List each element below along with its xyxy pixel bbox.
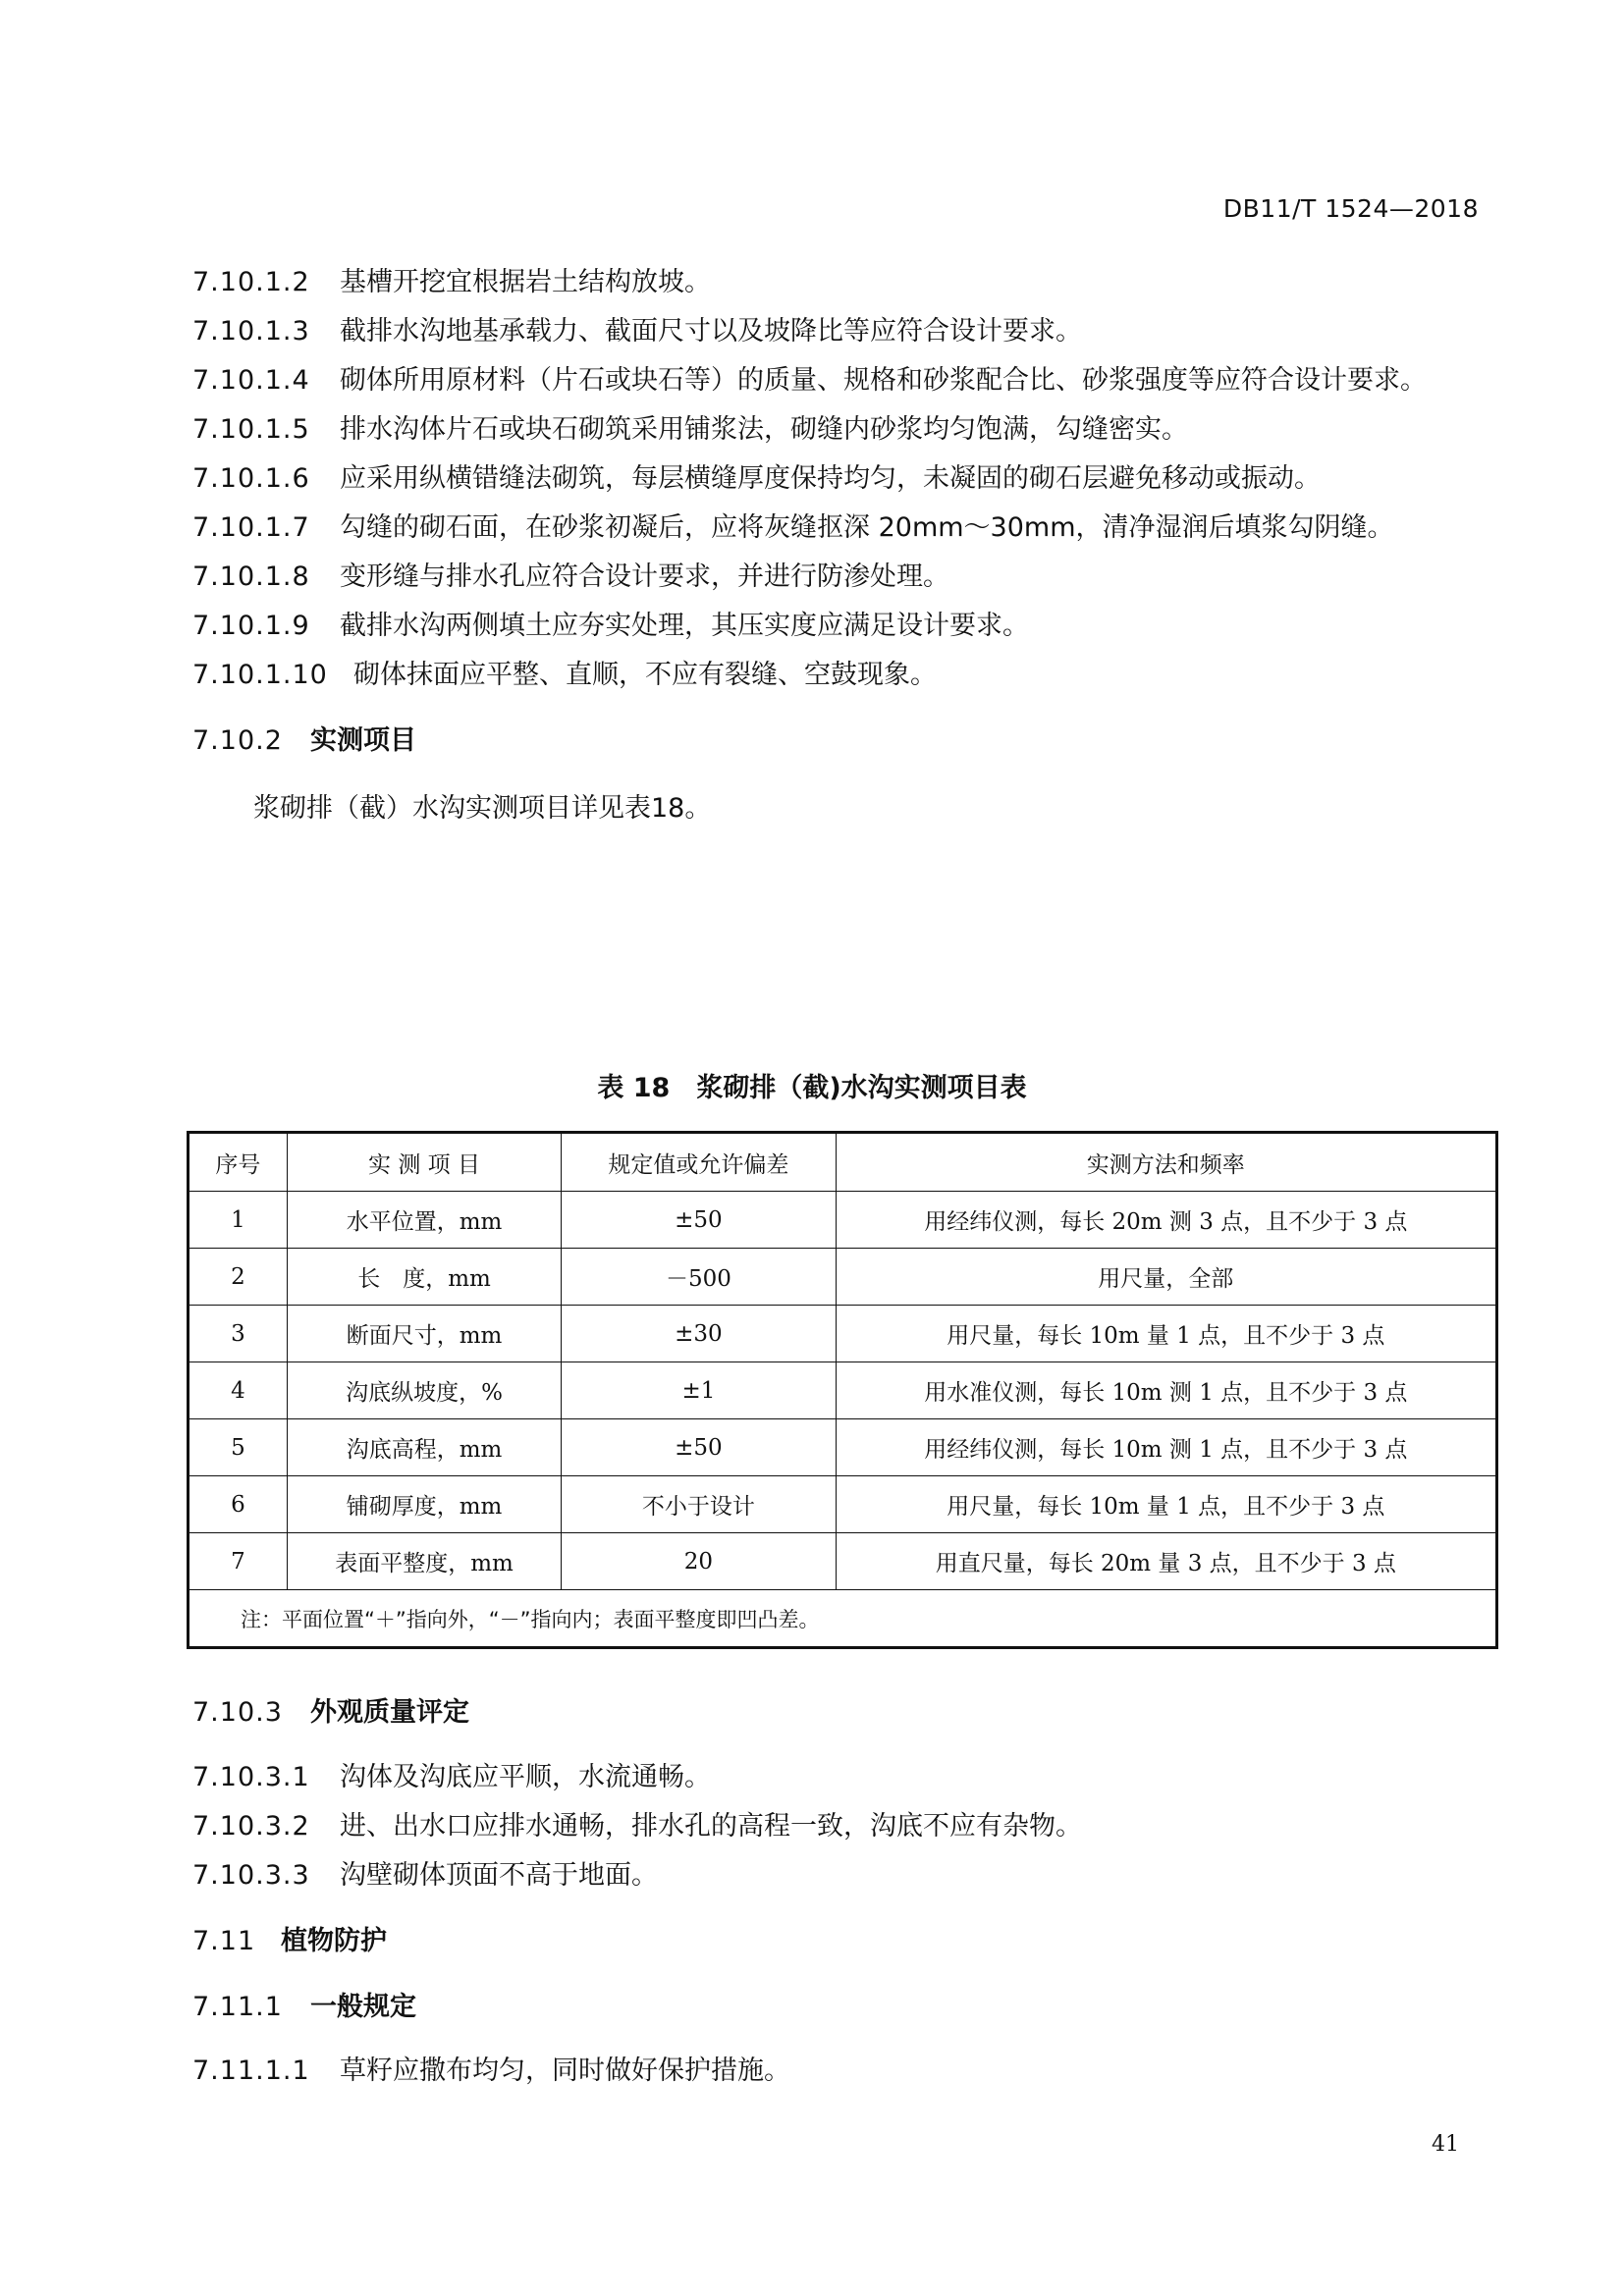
cell-index: 5 [189, 1419, 288, 1476]
table-row [189, 1362, 1497, 1419]
clause-7-10-1-8 [192, 560, 949, 595]
clause-text: 应采用纵横错缝法砌筑，每层横缝厚度保持均匀，未凝固的砌石层避免移动或振动。 [340, 463, 1321, 494]
clause-7-10-3-2 [192, 1809, 1082, 1844]
table-row [189, 1306, 1497, 1362]
table-header-row [189, 1133, 1497, 1192]
cell-item: 沟底纵坡度，% [287, 1362, 561, 1419]
table-row [189, 1419, 1497, 1476]
clause-number: 7.10.1.6 [192, 463, 310, 494]
measurement-table [187, 1131, 1498, 1649]
cell-tolerance: ±50 [562, 1419, 836, 1476]
clause-7-10-1-2 [192, 265, 711, 300]
cell-tolerance: ±1 [562, 1362, 836, 1419]
clause-number: 7.10.1.9 [192, 611, 310, 641]
clause-text: 沟体及沟底应平顺，水流通畅。 [340, 1762, 711, 1792]
table-row [189, 1192, 1497, 1249]
table-row [189, 1249, 1497, 1306]
standard-code: DB11/T 1524—2018 [1222, 194, 1479, 223]
cell-tolerance: 不小于设计 [562, 1476, 836, 1533]
section-number: 7.10.3 [192, 1697, 283, 1728]
cell-method: 用经纬仪测，每长 20m 测 3 点，且不少于 3 点 [836, 1192, 1496, 1249]
clause-number: 7.10.3.2 [192, 1811, 310, 1842]
section-number: 7.11.1 [192, 1992, 283, 2022]
section-heading-7-11 [192, 1924, 387, 1959]
clause-text: 草籽应撒布均匀，同时做好保护措施。 [340, 2056, 790, 2086]
clause-number: 7.10.1.4 [192, 365, 310, 396]
cell-tolerance: 20 [562, 1533, 836, 1590]
section-heading-7-10-2 [192, 723, 416, 759]
header-tolerance: 规定值或允许偏差 [562, 1133, 836, 1192]
cell-method: 用水准仪测，每长 10m 测 1 点，且不少于 3 点 [836, 1362, 1496, 1419]
clause-number: 7.10.1.7 [192, 512, 310, 543]
table-note-row [189, 1590, 1497, 1648]
cell-tolerance: ±30 [562, 1306, 836, 1362]
section-number: 7.11 [192, 1926, 256, 1956]
section-title: 外观质量评定 [310, 1697, 469, 1728]
cell-index: 7 [189, 1533, 288, 1590]
header-item: 实 测 项 目 [287, 1133, 561, 1192]
clause-text: 进、出水口应排水通畅，排水孔的高程一致，沟底不应有杂物。 [340, 1811, 1082, 1842]
section-title: 一般规定 [310, 1992, 416, 2022]
cell-item: 沟底高程，mm [287, 1419, 561, 1476]
cell-item: 断面尺寸，mm [287, 1306, 561, 1362]
cell-method: 用直尺量，每长 20m 量 3 点，且不少于 3 点 [836, 1533, 1496, 1590]
clause-7-11-1-1 [192, 2054, 790, 2089]
clause-number: 7.10.1.2 [192, 267, 310, 297]
section-number: 7.10.2 [192, 725, 283, 756]
clause-7-10-1-4 [192, 363, 1427, 399]
clause-7-10-1-3 [192, 314, 1082, 349]
clause-number: 7.10.1.8 [192, 561, 310, 592]
table-caption: 表 18 浆砌排（截)水沟实测项目表 [597, 1073, 1027, 1103]
section-title: 植物防护 [281, 1926, 387, 1956]
clause-text: 砌体所用原材料（片石或块石等）的质量、规格和砂浆配合比、砂浆强度等应符合设计要求。 [340, 365, 1427, 396]
clause-text: 变形缝与排水孔应符合设计要求，并进行防渗处理。 [340, 561, 949, 592]
clause-text: 勾缝的砌石面，在砂浆初凝后，应将灰缝抠深 20mm～30mm，清净湿润后填浆勾阴缝。 [340, 512, 1394, 543]
cell-index: 4 [189, 1362, 288, 1419]
clause-7-10-1-10 [192, 658, 937, 693]
cell-item: 表面平整度，mm [287, 1533, 561, 1590]
clause-number: 7.10.3.3 [192, 1860, 310, 1891]
cell-index: 3 [189, 1306, 288, 1362]
page-number: 41 [1432, 2132, 1459, 2157]
table-note: 注：平面位置“＋”指向外，“－”指向内；表面平整度即凹凸差。 [189, 1590, 1497, 1648]
cell-index: 6 [189, 1476, 288, 1533]
clause-number: 7.10.3.1 [192, 1762, 310, 1792]
clause-7-10-3-1 [192, 1760, 711, 1795]
cell-tolerance: －500 [562, 1249, 836, 1306]
cell-tolerance: ±50 [562, 1192, 836, 1249]
cell-method: 用经纬仪测，每长 10m 测 1 点，且不少于 3 点 [836, 1419, 1496, 1476]
table-row [189, 1533, 1497, 1590]
clause-text: 截排水沟地基承载力、截面尺寸以及坡降比等应符合设计要求。 [340, 316, 1082, 347]
header-index: 序号 [189, 1133, 288, 1192]
table-row [189, 1476, 1497, 1533]
section-heading-7-11-1 [192, 1990, 416, 2025]
clause-7-10-3-3 [192, 1858, 658, 1894]
cell-method: 用尺量，全部 [836, 1249, 1496, 1306]
header-method: 实测方法和频率 [836, 1133, 1496, 1192]
clause-text: 沟壁砌体顶面不高于地面。 [340, 1860, 658, 1891]
cell-index: 1 [189, 1192, 288, 1249]
clause-7-10-1-6 [192, 461, 1321, 497]
clause-7-10-1-5 [192, 412, 1188, 448]
section-heading-7-10-3 [192, 1695, 469, 1731]
clause-number: 7.10.1.10 [192, 660, 328, 690]
clause-text: 砌体抹面应平整、直顺，不应有裂缝、空鼓现象。 [353, 660, 937, 690]
clause-7-10-1-9 [192, 609, 1029, 644]
clause-number: 7.11.1.1 [192, 2056, 310, 2086]
cell-item: 水平位置，mm [287, 1192, 561, 1249]
clause-number: 7.10.1.3 [192, 316, 310, 347]
clause-7-10-1-7 [192, 510, 1394, 546]
cell-item: 长 度，mm [287, 1249, 561, 1306]
section-title: 实测项目 [310, 725, 416, 756]
cell-index: 2 [189, 1249, 288, 1306]
cell-method: 用尺量，每长 10m 量 1 点，且不少于 3 点 [836, 1476, 1496, 1533]
paragraph: 浆砌排（截）水沟实测项目详见表18。 [253, 793, 712, 824]
cell-method: 用尺量，每长 10m 量 1 点，且不少于 3 点 [836, 1306, 1496, 1362]
clause-text: 排水沟体片石或块石砌筑采用铺浆法，砌缝内砂浆均匀饱满，勾缝密实。 [340, 414, 1188, 445]
clause-text: 截排水沟两侧填土应夯实处理，其压实度应满足设计要求。 [340, 611, 1029, 641]
clause-number: 7.10.1.5 [192, 414, 310, 445]
cell-item: 铺砌厚度，mm [287, 1476, 561, 1533]
clause-text: 基槽开挖宜根据岩土结构放坡。 [340, 267, 711, 297]
